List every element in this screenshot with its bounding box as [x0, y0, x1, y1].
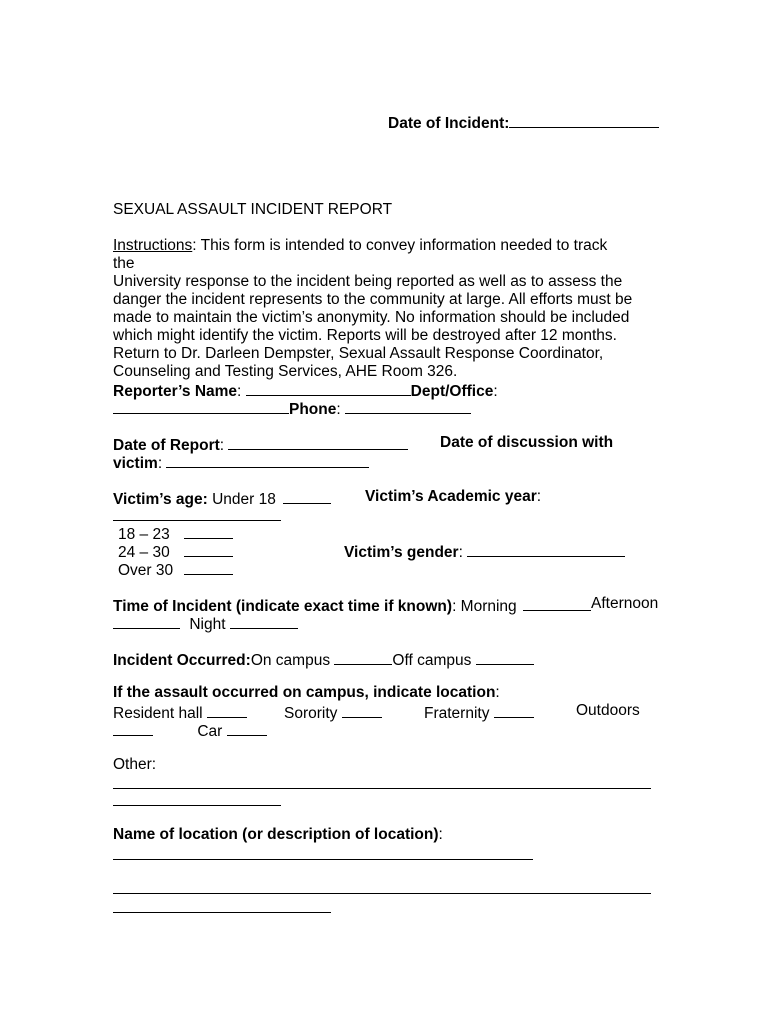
- car-label: Car: [197, 723, 223, 740]
- colon: :: [495, 684, 500, 701]
- instructions-line: University response to the incident being reported as well as to assess the: [113, 273, 623, 290]
- resident-hall-field[interactable]: [207, 702, 247, 718]
- resident-hall-label: Resident hall: [113, 705, 203, 722]
- sorority-option: [284, 702, 382, 723]
- dept-office-field[interactable]: [113, 398, 289, 414]
- colon: :: [438, 826, 443, 843]
- colon: :: [237, 383, 242, 400]
- victim-age-row: [113, 488, 331, 509]
- location-heading: If the assault occurred on campus, indicate location: [113, 684, 496, 701]
- dept-office-label: Dept/Office: [410, 383, 494, 400]
- instructions-line: Return to Dr. Darleen Dempster, Sexual Assault Response Coordinator,: [113, 345, 604, 362]
- location-name-field-line-1[interactable]: [113, 859, 533, 860]
- date-of-discussion-field[interactable]: [166, 452, 369, 468]
- instructions-block: [113, 237, 633, 381]
- location-name-label: Name of location (or description of location): [113, 826, 439, 843]
- instructions-line: Counseling and Testing Services, AHE Room 326.: [113, 363, 458, 380]
- victim-label: victim: [113, 455, 158, 472]
- location-name-field-line-3[interactable]: [113, 912, 331, 913]
- gender-row: [344, 541, 625, 562]
- other-field-line-2[interactable]: [113, 805, 281, 806]
- age-24-30-label: 24 – 30: [118, 544, 170, 561]
- location-heading-row: [113, 684, 500, 702]
- location-name-row: [113, 826, 443, 844]
- date-of-incident-field[interactable]: [509, 112, 659, 128]
- instructions-line: : This form is intended to convey information needed to track the: [113, 237, 608, 272]
- age-row-over-30: [118, 559, 233, 580]
- phone-label: Phone: [289, 401, 337, 418]
- victim-discussion-row: [113, 452, 369, 473]
- time-of-incident-label: Time of Incident (indicate exact time if known): [113, 598, 453, 615]
- age-over-30-label: Over 30: [118, 562, 174, 579]
- car-field[interactable]: [227, 720, 267, 736]
- instructions-line: which might identify the victim. Reports will be destroyed after 12 months.: [113, 327, 617, 344]
- night-row: [113, 613, 298, 634]
- other-field-line-1[interactable]: [113, 788, 651, 789]
- date-of-report-label: Date of Report: [113, 437, 220, 454]
- form-title: SEXUAL ASSAULT INCIDENT REPORT: [113, 201, 393, 218]
- sorority-label: Sorority: [284, 705, 338, 722]
- instructions-label: Instructions: [113, 237, 193, 254]
- date-of-discussion-label: Date of discussion with: [440, 434, 614, 451]
- morning-label: : Morning: [452, 598, 517, 615]
- fraternity-label: Fraternity: [424, 705, 490, 722]
- age-18-23-label: 18 – 23: [118, 526, 170, 543]
- age-under-18-label: Under 18: [212, 491, 276, 508]
- colon: :: [493, 383, 498, 400]
- colon: :: [157, 455, 163, 472]
- academic-year-label: Victim’s Academic year: [365, 488, 537, 505]
- age-over-30-field[interactable]: [184, 559, 233, 575]
- outdoors-field[interactable]: [113, 720, 153, 736]
- academic-year-field[interactable]: [113, 520, 281, 521]
- victim-age-label: Victim’s age:: [113, 491, 208, 508]
- outdoors-label: Outdoors: [576, 702, 640, 719]
- car-row: [113, 720, 267, 741]
- date-of-report-field[interactable]: [228, 434, 408, 450]
- age-under-18-field[interactable]: [283, 488, 331, 504]
- fraternity-field[interactable]: [494, 702, 534, 718]
- gender-field[interactable]: [467, 541, 625, 557]
- colon: :: [336, 401, 341, 418]
- afternoon-label: Afternoon: [591, 595, 659, 612]
- age-24-30-field[interactable]: [184, 541, 233, 557]
- instructions-line: danger the incident represents to the community at large. All efforts must be: [113, 291, 633, 308]
- gender-label: Victim’s gender: [344, 544, 459, 561]
- colon: :: [458, 544, 463, 561]
- colon: :: [219, 437, 225, 454]
- fraternity-option: [424, 702, 534, 723]
- night-field[interactable]: [230, 613, 298, 629]
- instructions-line: made to maintain the victim’s anonymity. No information should be included: [113, 309, 630, 326]
- phone-field[interactable]: [345, 398, 471, 414]
- on-campus-field[interactable]: [334, 649, 392, 665]
- off-campus-label: Off campus: [392, 652, 472, 669]
- sorority-field[interactable]: [342, 702, 382, 718]
- off-campus-field[interactable]: [476, 649, 534, 665]
- reporter-name-field[interactable]: [246, 380, 411, 396]
- phone-row: [113, 398, 471, 419]
- academic-year-row: [365, 488, 541, 506]
- incident-occurred-label: Incident Occurred:: [113, 652, 251, 669]
- location-name-field-line-2[interactable]: [113, 893, 651, 894]
- morning-field[interactable]: [523, 595, 591, 611]
- date-of-incident-label: Date of Incident:: [388, 115, 510, 132]
- colon: :: [536, 488, 542, 505]
- date-of-incident-row: [388, 112, 659, 133]
- on-campus-label: On campus: [250, 652, 331, 669]
- other-label: Other:: [113, 756, 157, 773]
- reporter-name-label: Reporter’s Name: [113, 383, 238, 400]
- afternoon-field[interactable]: [113, 613, 180, 629]
- age-18-23-field[interactable]: [184, 523, 233, 539]
- incident-occurred-row: [113, 649, 534, 670]
- night-label: Night: [189, 616, 226, 633]
